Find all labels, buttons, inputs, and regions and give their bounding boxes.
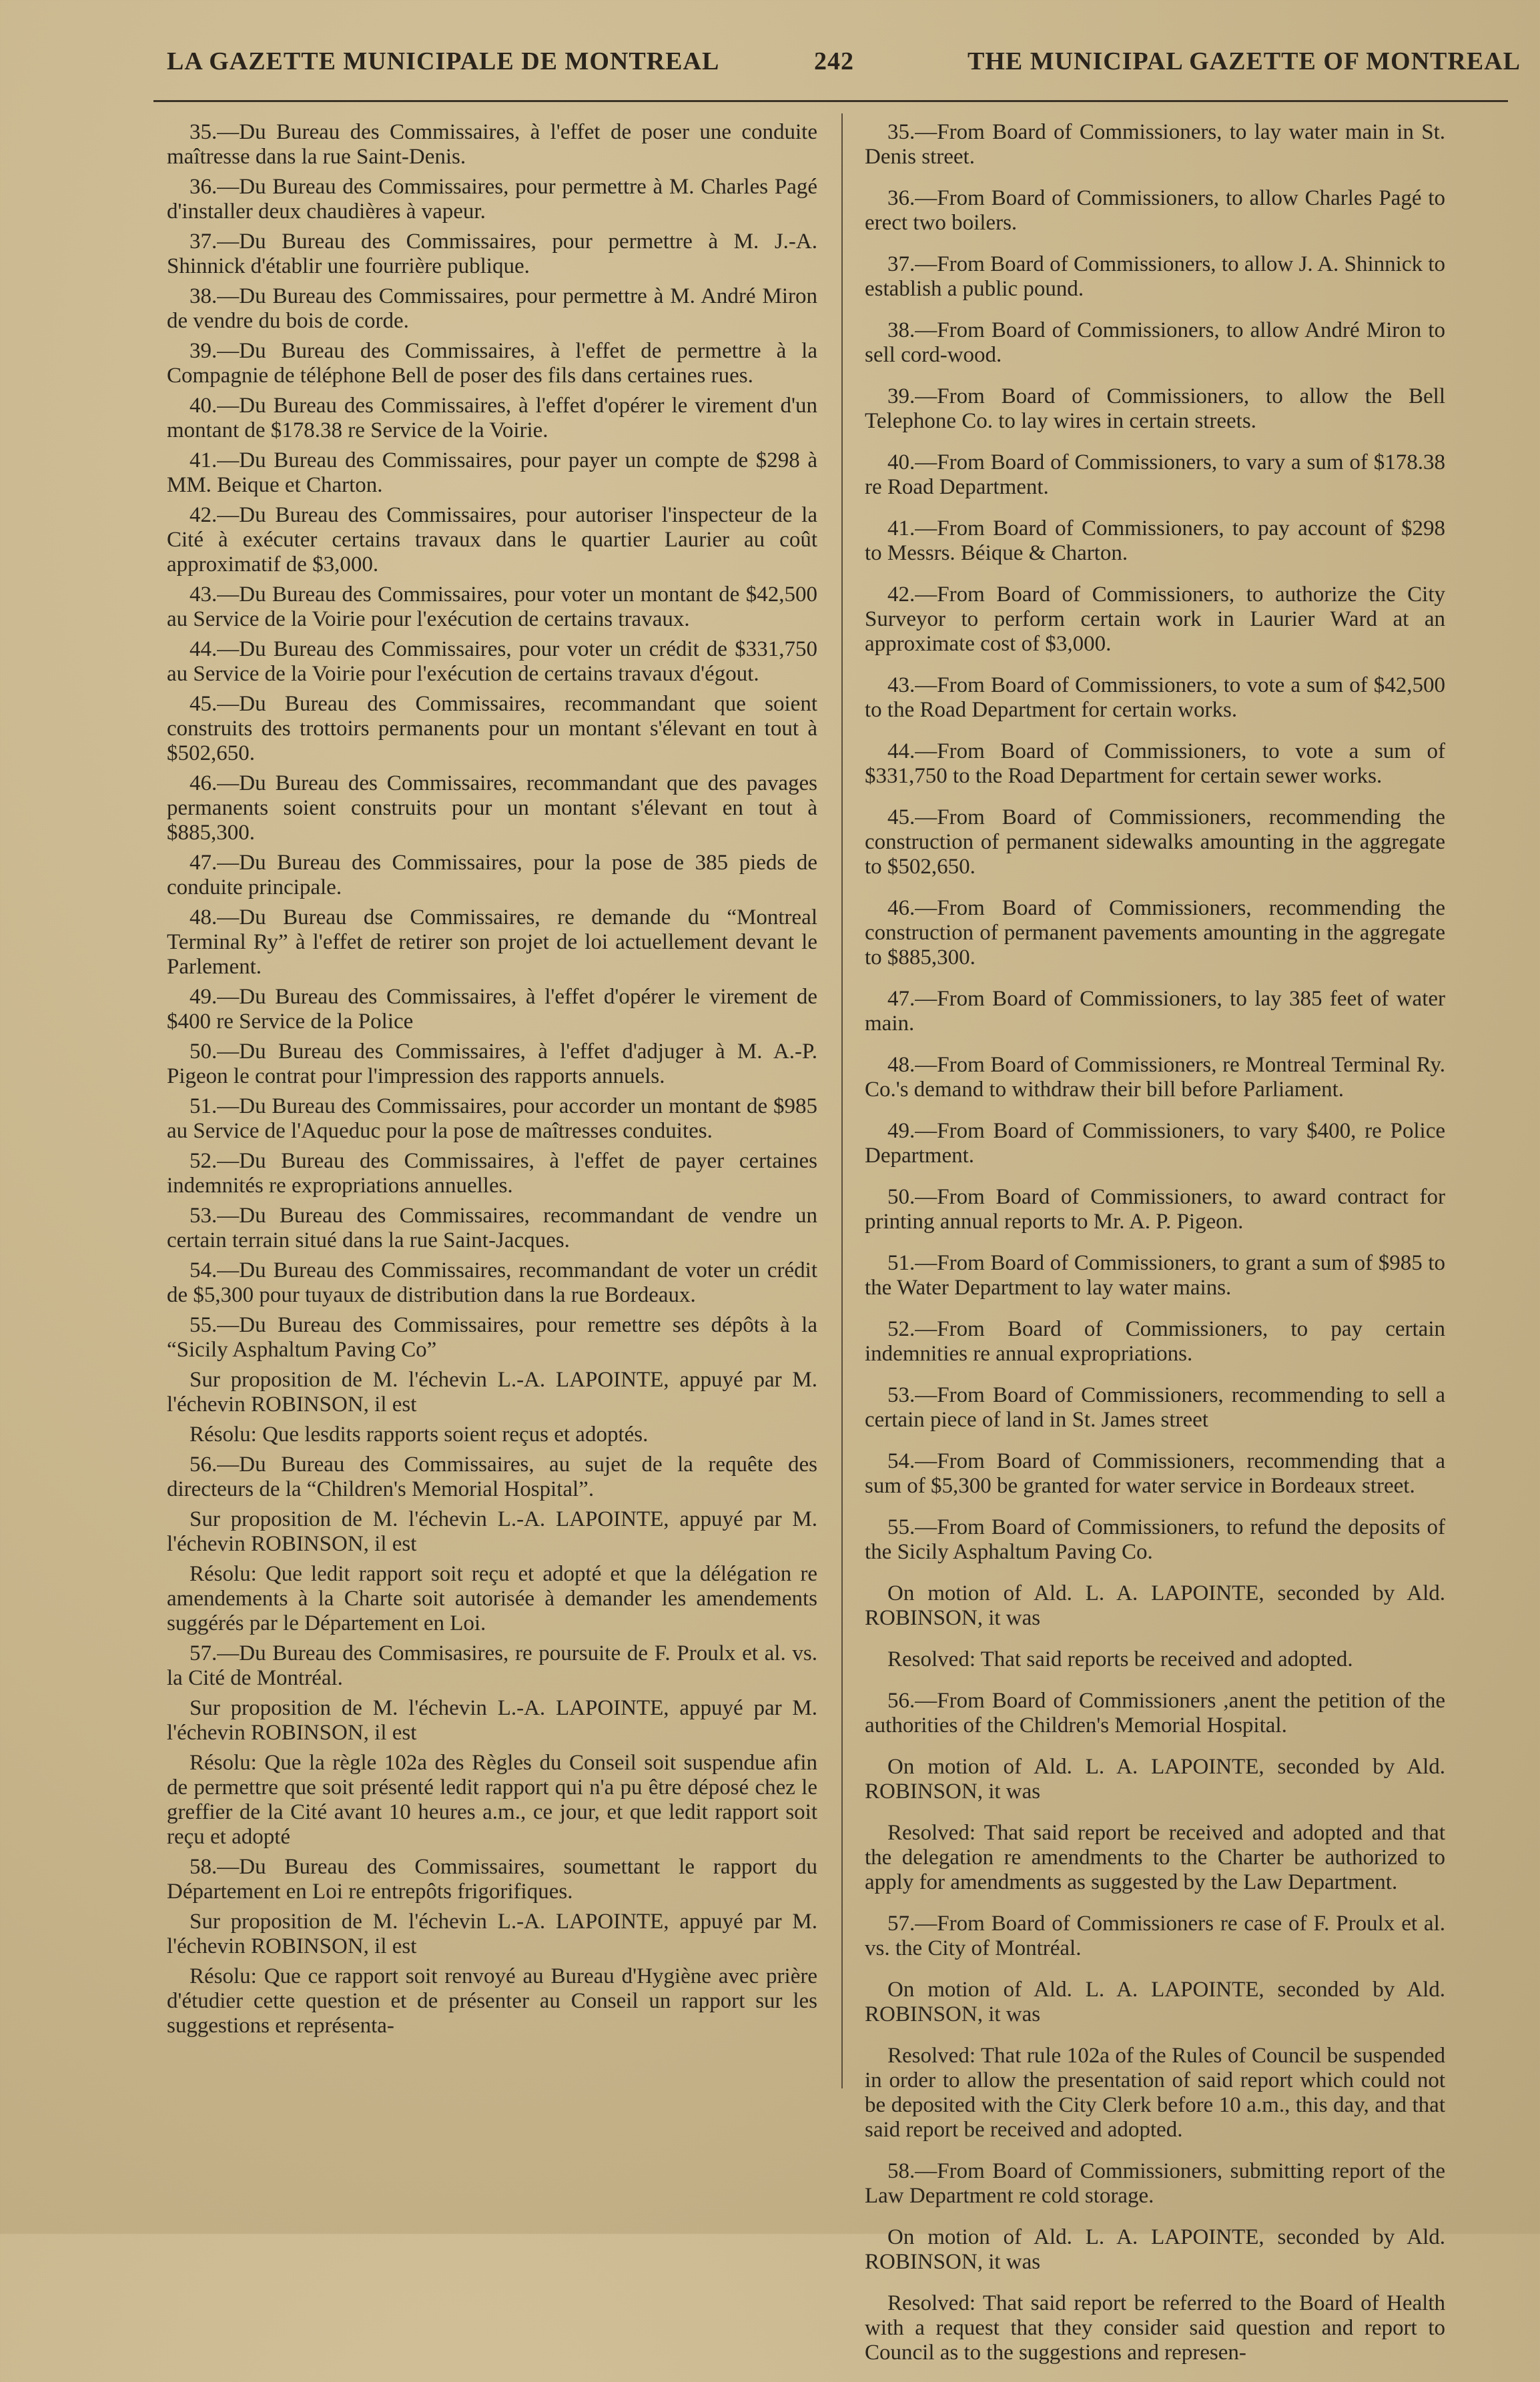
french-paragraph: Sur proposition de M. l'échevin L.-A. LAPOINTE, appuyé par M. l'échevin ROBINSON, il est: [167, 1696, 817, 1745]
french-paragraph: 35.—Du Bureau des Commissaires, à l'effet de poser une conduite maîtresse dans la rue Saint-Denis.: [167, 120, 817, 169]
french-column: [167, 120, 817, 2044]
french-paragraph: 40.—Du Bureau des Commissaires, à l'effet d'opérer le virement d'un montant de $178.38 re Service de la Voirie.: [167, 394, 817, 442]
page-header: [160, 47, 1521, 87]
french-paragraph: 47.—Du Bureau des Commissaires, pour la pose de 385 pieds de conduite principale.: [167, 851, 817, 899]
english-paragraph: 46.—From Board of Commissioners, recommending the construction of permanent pavements amounting in the aggregate to $885,300.: [865, 896, 1445, 969]
french-paragraph: 48.—Du Bureau dse Commissaires, re demande du “Montreal Terminal Ry” à l'effet de retirer son projet de loi actuellement devant le Parlement.: [167, 905, 817, 979]
english-paragraph: 35.—From Board of Commissioners, to lay water main in St. Denis street.: [865, 120, 1445, 169]
english-paragraph: On motion of Ald. L. A. LAPOINTE, seconded by Ald. ROBINSON, it was: [865, 2225, 1445, 2274]
header-english-title: THE MUNICIPAL GAZETTE OF MONTREAL: [968, 47, 1521, 75]
english-paragraph: 42.—From Board of Commissioners, to authorize the City Surveyor to perform certain work in Laurier Ward at an approximate cost of $3,000.: [865, 582, 1445, 656]
french-paragraph: Sur proposition de M. l'échevin L.-A. LAPOINTE, appuyé par M. l'échevin ROBINSON, il est: [167, 1910, 817, 1958]
french-paragraph: 43.—Du Bureau des Commissaires, pour voter un montant de $42,500 au Service de la Voirie pour l'exécution de certains travaux.: [167, 582, 817, 631]
english-paragraph: 40.—From Board of Commissioners, to vary a sum of $178.38 re Road Department.: [865, 450, 1445, 499]
english-paragraph: 58.—From Board of Commissioners, submitting report of the Law Department re cold storage.: [865, 2159, 1445, 2208]
french-paragraph: 52.—Du Bureau des Commissaires, à l'effet de payer certaines indemnités re expropriations annuelles.: [167, 1149, 817, 1198]
english-paragraph: 53.—From Board of Commissioners, recommending to sell a certain piece of land in St. James street: [865, 1383, 1445, 1432]
english-paragraph: 44.—From Board of Commissioners, to vote a sum of $331,750 to the Road Department for certain sewer works.: [865, 739, 1445, 788]
english-paragraph: 41.—From Board of Commissioners, to pay account of $298 to Messrs. Béique & Charton.: [865, 516, 1445, 565]
english-paragraph: 49.—From Board of Commissioners, to vary $400, re Police Department.: [865, 1119, 1445, 1168]
english-paragraph: 45.—From Board of Commissioners, recommending the construction of permanent sidewalks amounting in the aggregate to $502,650.: [865, 805, 1445, 879]
english-column: [865, 120, 1445, 2382]
french-paragraph: 58.—Du Bureau des Commissaires, soumettant le rapport du Département en Loi re entrepôts frigorifiques.: [167, 1855, 817, 1904]
french-paragraph: 36.—Du Bureau des Commissaires, pour permettre à M. Charles Pagé d'installer deux chaudières à vapeur.: [167, 175, 817, 224]
french-paragraph: 56.—Du Bureau des Commissaires, au sujet de la requête des directeurs de la “Children's Memorial Hospital”.: [167, 1453, 817, 1501]
english-paragraph: 47.—From Board of Commissioners, to lay 385 feet of water main.: [865, 987, 1445, 1036]
french-paragraph: 55.—Du Bureau des Commissaires, pour remettre ses dépôts à la “Sicily Asphaltum Paving Co”: [167, 1313, 817, 1362]
english-paragraph: 43.—From Board of Commissioners, to vote a sum of $42,500 to the Road Department for certain works.: [865, 673, 1445, 722]
french-paragraph: 45.—Du Bureau des Commissaires, recommandant que soient construits des trottoirs permanents pour un montant s'élevant en tout à $502,650.: [167, 692, 817, 765]
french-paragraph: 46.—Du Bureau des Commissaires, recommandant que des pavages permanents soient construits pour un montant s'élevant en tout à $885,300.: [167, 771, 817, 845]
french-paragraph: 57.—Du Bureau des Commisasires, re poursuite de F. Proulx et al. vs. la Cité de Montréal.: [167, 1641, 817, 1690]
english-paragraph: Resolved: That said reports be received and adopted.: [887, 1647, 1353, 1671]
english-paragraph: On motion of Ald. L. A. LAPOINTE, seconded by Ald. ROBINSON, it was: [865, 1978, 1445, 2026]
header-french-title: LA GAZETTE MUNICIPALE DE MONTREAL: [167, 47, 720, 75]
french-paragraph: Sur proposition de M. l'échevin L.-A. LAPOINTE, appuyé par M. l'échevin ROBINSON, il est: [167, 1507, 817, 1556]
english-paragraph: 48.—From Board of Commissioners, re Montreal Terminal Ry. Co.'s demand to withdraw their bill before Parliament.: [865, 1053, 1445, 1102]
english-paragraph: On motion of Ald. L. A. LAPOINTE, seconded by Ald. ROBINSON, it was: [865, 1755, 1445, 1804]
french-paragraph: 42.—Du Bureau des Commissaires, pour autoriser l'inspecteur de la Cité à exécuter certains travaux dans le quartier Laurier au coût approximatif de $3,000.: [167, 503, 817, 576]
english-paragraph: 51.—From Board of Commissioners, to grant a sum of $985 to the Water Department to lay water mains.: [865, 1251, 1445, 1300]
column-divider: [841, 113, 843, 2088]
english-paragraph: 52.—From Board of Commissioners, to pay certain indemnities re annual expropriations.: [865, 1317, 1445, 1366]
french-paragraph: Résolu: Que lesdits rapports soient reçus et adoptés.: [189, 1423, 649, 1447]
english-paragraph: 50.—From Board of Commissioners, to award contract for printing annual reports to Mr. A. P. Pigeon.: [865, 1185, 1445, 1234]
english-paragraph: 57.—From Board of Commissioners re case of F. Proulx et al. vs. the City of Montréal.: [865, 1912, 1445, 1960]
english-paragraph: 54.—From Board of Commissioners, recommending that a sum of $5,300 be granted for water service in Bordeaux street.: [865, 1449, 1445, 1498]
french-paragraph: 54.—Du Bureau des Commissaires, recommandant de voter un crédit de $5,300 pour tuyaux de distribution dans la rue Bordeaux.: [167, 1258, 817, 1307]
header-rule: [153, 100, 1508, 102]
page-number: 242: [814, 47, 854, 75]
french-paragraph: Sur proposition de M. l'échevin L.-A. LAPOINTE, appuyé par M. l'échevin ROBINSON, il est: [167, 1368, 817, 1417]
english-paragraph: 36.—From Board of Commissioners, to allow Charles Pagé to erect two boilers.: [865, 186, 1445, 235]
french-paragraph: 39.—Du Bureau des Commissaires, à l'effet de permettre à la Compagnie de téléphone Bell de poser des fils dans certaines rues.: [167, 339, 817, 388]
english-paragraph: On motion of Ald. L. A. LAPOINTE, seconded by Ald. ROBINSON, it was: [865, 1581, 1445, 1630]
english-paragraph: 55.—From Board of Commissioners, to refund the deposits of the Sicily Asphaltum Paving Co.: [865, 1515, 1445, 1564]
english-paragraph: 39.—From Board of Commissioners, to allow the Bell Telephone Co. to lay wires in certain streets.: [865, 384, 1445, 433]
french-paragraph: 44.—Du Bureau des Commissaires, pour voter un crédit de $331,750 au Service de la Voirie pour l'exécution de certains travaux d'égout.: [167, 637, 817, 686]
french-paragraph: 51.—Du Bureau des Commissaires, pour accorder un montant de $985 au Service de l'Aqueduc pour la pose de maîtresses conduites.: [167, 1094, 817, 1143]
english-paragraph: 37.—From Board of Commissioners, to allow J. A. Shinnick to establish a public pound.: [865, 252, 1445, 301]
english-paragraph: Resolved: That rule 102a of the Rules of Council be suspended in order to allow the presentation of said report which could not be deposited with the City Clerk before 10 a.m., this day, and that said report be received and adopted.: [865, 2044, 1445, 2142]
english-paragraph: Resolved: That said report be received and adopted and that the delegation re amendments to the Charter be authorized to apply for amendments as suggested by the Law Department.: [865, 1821, 1445, 1894]
french-paragraph: 37.—Du Bureau des Commissaires, pour permettre à M. J.-A. Shinnick d'établir une fourrière publique.: [167, 230, 817, 278]
french-paragraph: 50.—Du Bureau des Commissaires, à l'effet d'adjuger à M. A.-P. Pigeon le contrat pour l'impression des rapports annuels.: [167, 1040, 817, 1088]
english-paragraph: 56.—From Board of Commissioners ,anent the petition of the authorities of the Children's Memorial Hospital.: [865, 1689, 1445, 1737]
french-paragraph: 38.—Du Bureau des Commissaires, pour permettre à M. André Miron de vendre du bois de corde.: [167, 284, 817, 333]
english-paragraph: Resolved: That said report be referred to the Board of Health with a request that they consider said question and report to Council as to the suggestions and represen-: [865, 2291, 1445, 2365]
french-paragraph: Résolu: Que ce rapport soit renvoyé au Bureau d'Hygiène avec prière d'étudier cette question et de présenter au Conseil un rapport sur les suggestions et représenta-: [167, 1964, 817, 2038]
english-paragraph: 38.—From Board of Commissioners, to allow André Miron to sell cord-wood.: [865, 318, 1445, 367]
french-paragraph: Résolu: Que la règle 102a des Règles du Conseil soit suspendue afin de permettre que soit présenté ledit rapport qui n'a pu être déposé chez le greffier de la Cité avant 10 heures a.m., ce jour, et que ledit rapport soit reçu et adopté: [167, 1751, 817, 1849]
french-paragraph: Résolu: Que ledit rapport soit reçu et adopté et que la délégation re amendements à la Charte soit autorisée à demander les amendements suggérés par le Département en Loi.: [167, 1562, 817, 1635]
french-paragraph: 49.—Du Bureau des Commissaires, à l'effet d'opérer le virement de $400 re Service de la Police: [167, 985, 817, 1034]
french-paragraph: 53.—Du Bureau des Commissaires, recommandant de vendre un certain terrain situé dans la rue Saint-Jacques.: [167, 1204, 817, 1252]
french-paragraph: 41.—Du Bureau des Commissaires, pour payer un compte de $298 à MM. Beique et Charton.: [167, 448, 817, 497]
